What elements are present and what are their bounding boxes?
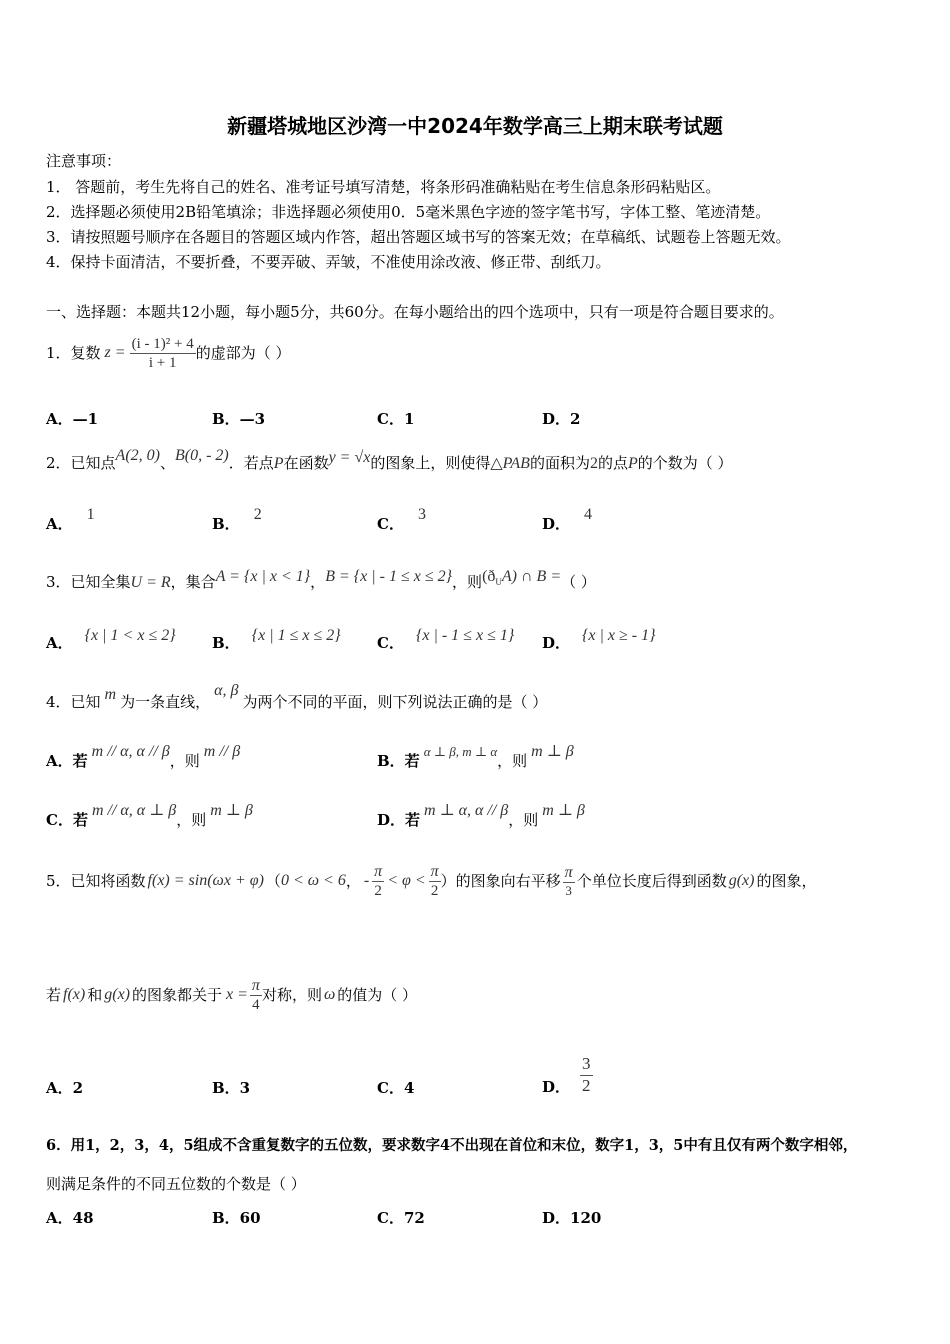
q5-axis-fraction: $\frac{\pi}{4}$ (251, 976, 260, 1014)
q1-suffix: 的虚部为（ ） (195, 344, 291, 362)
q6-option-b: B．60 (212, 1209, 261, 1227)
q1-denominator: i + 1 (148, 354, 177, 371)
notice-item: 4．保持卡面清洁，不要折叠，不要弄破、弄皱，不准使用涂改液、修正带、刮纸刀。 (46, 253, 611, 271)
q6-line1: 6．用1，2，3，4，5组成不含重复数字的五位数，要求数字4不出现在首位和末位，数字1，3，5中有且仅有两个数字相邻， (46, 1137, 858, 1154)
q3-text: 3．已知全集 (46, 573, 131, 591)
q1-fraction (130, 335, 196, 372)
q2-option-d: D．4 (542, 506, 593, 533)
notice-item: 3．请按照题号顺序在各题目的答题区域内作答，超出答题区域书写的答案无效；在草稿纸、试题卷上答题无效。 (46, 228, 791, 246)
q5-omega-range: 0 < ω < 6 (280, 872, 346, 890)
q5-text: 个单位长度后得到函数 (576, 872, 727, 890)
q2-text: 的个数为（ ） (637, 454, 733, 472)
q3-universal: U = R (130, 574, 171, 591)
q6-option-d: D．120 (542, 1209, 602, 1227)
q5-text: （ (265, 872, 281, 890)
q3-set-b: B = {x | - 1 ≤ x ≤ 2} (325, 568, 453, 585)
notice-item: 1． 答题前，考生先将自己的姓名、准考证号填写清楚，将条形码准确粘贴在考生信息条形码粘贴区。 (46, 178, 721, 196)
q6-option-a: A．48 (46, 1209, 94, 1227)
q3-option-d: D． {x | x ≥ - 1} (542, 627, 656, 652)
q3-text: （ ） (561, 573, 596, 591)
q2-text: 的图象上，则使得 (370, 454, 491, 472)
q2-p: P (273, 455, 284, 472)
q2-text: 、 (159, 454, 175, 472)
q5-text: ）的图象向右平移 (440, 872, 561, 890)
q1-prefix: 1．复数 (46, 344, 101, 362)
q1-option-b: B．—3 (212, 410, 266, 428)
q5-omega: ω (323, 986, 336, 1004)
q2-triangle: △PAB (490, 455, 530, 472)
section-heading: 一、选择题：本题共12小题，每小题5分，共60分。在每小题给出的四个选项中，只有一项是符合题目要求的。 (46, 303, 784, 321)
q5-option-c: C．4 (377, 1079, 415, 1097)
q2-text: 2．已知点 (46, 454, 116, 472)
q3-option-c: C． {x | - 1 ≤ x ≤ 1} (377, 627, 515, 652)
q5-phi-range: < φ < (387, 872, 426, 890)
q2-text: 在函数 (283, 454, 329, 472)
q2-option-c: C．3 (377, 506, 426, 533)
q4-planes: α, β (214, 682, 239, 699)
q5-text: 的图象都关于 (132, 986, 223, 1004)
q3-text: ，则 (452, 573, 483, 591)
question-1 (46, 330, 290, 376)
question-4 (46, 682, 548, 712)
q6-option-c: C．72 (377, 1209, 425, 1227)
notice-heading: 注意事项： (46, 152, 122, 170)
q5-x-equals: x = (226, 986, 248, 1004)
q3-text: ，集合 (170, 573, 216, 591)
q1-numerator: (i - 1)² + 4 (131, 335, 194, 352)
q1-option-d: D．2 (542, 410, 581, 428)
page-title: 新疆塔城地区沙湾一中2024年数学高三上期末联考试题 (227, 114, 723, 138)
q3-option-a: A． {x | 1 < x ≤ 2} (46, 627, 176, 652)
q3-expression: $(ð_UA)$ ∩ B = (482, 568, 562, 588)
q2-option-b: B．2 (212, 506, 262, 533)
q4-m: m (104, 686, 117, 703)
q2-text: 的面积为 (529, 454, 590, 472)
notice-item: 2．选择题必须使用2B铅笔填涂；非选择题必须使用0．5毫米黑色字迹的签字笔书写，字体工整、笔迹清楚。 (46, 203, 771, 221)
q5-minus: - (363, 872, 370, 890)
question-3 (46, 568, 596, 594)
q2-point-b: B(0, - 2) (175, 447, 229, 464)
question-2 (46, 447, 733, 473)
q4-text: 为两个不同的平面，则下列说法正确的是（ ） (242, 693, 548, 711)
q5-text: 对称，则 (261, 986, 322, 1004)
q2-option-a: A．1 (46, 506, 95, 533)
q2-text: ．若点 (228, 454, 274, 472)
q4-option-c: C．若m // α, α ⊥ β，则m ⊥ β (46, 802, 253, 829)
q2-text: 的点 (597, 454, 628, 472)
q5-fx: f(x) (63, 986, 86, 1004)
q5-fraction: $\frac{\pi}{2}$ (374, 862, 383, 900)
q5-function-g: g(x) (728, 872, 755, 890)
q5-text: 5．已知将函数 (46, 872, 146, 890)
q2-area: 2 (589, 455, 598, 472)
q5-option-a: A．2 (46, 1079, 84, 1097)
q4-text: 为一条直线， (120, 693, 211, 711)
q4-option-b: B．若α ⊥ β, m ⊥ α，则m ⊥ β (377, 743, 574, 770)
q5-fraction: $\frac{\pi}{2}$ (430, 862, 439, 900)
question-5-line2 (46, 972, 417, 1018)
q3-text: ， (310, 573, 326, 591)
q4-option-d: D．若m ⊥ α, α // β，则m ⊥ β (377, 802, 585, 829)
q1-option-a: A．—1 (46, 410, 99, 428)
q2-function: y = √x (328, 449, 371, 466)
q1-option-c: C．1 (377, 410, 415, 428)
q5-shift-fraction: $\frac{\pi}{3}$ (564, 864, 573, 899)
q5-text: 的图象， (756, 872, 817, 890)
q1-z: z = (104, 344, 126, 362)
q2-p: P (627, 455, 638, 472)
q5-gx: g(x) (104, 986, 130, 1004)
q5-text: 若 (46, 986, 62, 1004)
q5-option-d: D． $\frac{3}{2}$ (542, 1054, 591, 1096)
q2-point-a: A(2, 0) (115, 447, 160, 464)
question-5 (46, 858, 816, 904)
q3-set-a: A = {x | x < 1} (215, 568, 311, 585)
q5-function-f: f(x) = sin(ωx + φ) (147, 872, 264, 890)
q5-text: 和 (87, 986, 103, 1004)
q4-text: 4．已知 (46, 693, 101, 711)
q3-option-b: B． {x | 1 ≤ x ≤ 2} (212, 627, 341, 652)
q4-option-a: A．若m // α, α // β，则m // β (46, 743, 241, 770)
q5-text: 的值为（ ） (337, 986, 418, 1004)
q6-line2: 则满足条件的不同五位数的个数是（ ） (46, 1175, 306, 1193)
q5-text: ， (345, 872, 361, 890)
q5-option-b: B．3 (212, 1079, 251, 1097)
